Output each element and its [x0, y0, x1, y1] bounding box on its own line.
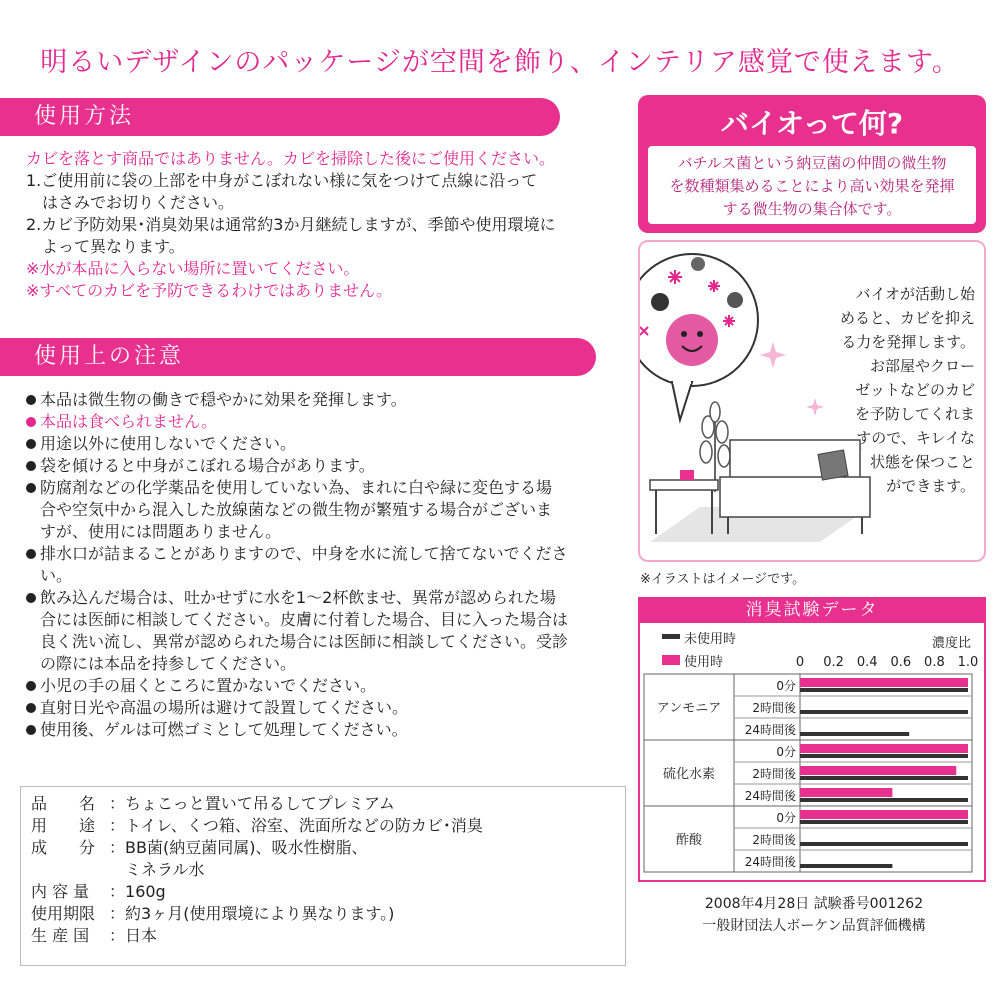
chart-title: 消臭試験データ: [638, 597, 986, 623]
illustration-note: ※イラストはイメージです。: [640, 572, 806, 587]
sparkle-2: [806, 398, 824, 416]
bubble-tail-mask: [673, 378, 691, 384]
bullet-icon: [26, 439, 36, 449]
bar-unused: [800, 864, 892, 868]
usage-line: ※水が本品に入らない場所に置いてください。: [26, 259, 360, 278]
tick-label: 0: [795, 655, 805, 670]
caution-line-text: 使用後、ゲルは可燃ゴミとして処理してください。: [40, 720, 408, 739]
headline: 明るいデザインのパッケージが空間を飾り、インテリア感覚で使えます。: [40, 47, 960, 78]
spec-key: 内 容 量: [31, 882, 90, 901]
bar-used: [800, 788, 892, 797]
caution-line: [26, 587, 568, 609]
mold-spore-3: [691, 257, 705, 271]
spec-separator: ：: [109, 904, 126, 923]
bar-unused: [800, 776, 968, 780]
bar-used: [800, 810, 968, 819]
bar-unused: [800, 710, 968, 714]
caution-line: [26, 653, 568, 675]
legend-swatch-unused: [662, 634, 680, 639]
caution-line: [26, 521, 568, 543]
bio-title: バイオって何?: [720, 107, 904, 140]
caution-line-text: 飲み込んだ場合は、吐かせずに水を1～2杯飲ませ、異常が認められた場: [40, 588, 556, 607]
caution-line: [26, 543, 568, 565]
caution-line: [26, 389, 568, 411]
bullet-icon: [26, 483, 36, 493]
caution-line-text: 袋を傾けると中身がこぼれる場合があります。: [40, 456, 375, 475]
chart-unit-label: 濃度比: [932, 636, 972, 651]
chart-footer-org: 一般財団法人ボーケン品質評価機構: [702, 918, 926, 934]
bar-unused: [800, 798, 968, 802]
caution-line-text: 合や空気中から混入した放線菌などの微生物が繁殖する場合がございま: [40, 500, 553, 519]
row-label: 2時間後: [752, 767, 796, 781]
speech-bubble-tail: [672, 382, 692, 420]
group-label: 硫化水素: [662, 767, 716, 782]
bar-unused: [800, 688, 968, 692]
bullet-icon: [26, 417, 36, 427]
illustration-line: る力を発揮します。: [841, 333, 975, 351]
mold-spore-1: [651, 293, 669, 311]
caution-line: [26, 411, 568, 433]
caution-line: [26, 719, 568, 741]
sparkle-1: [760, 342, 786, 368]
spec-separator: ：: [109, 794, 126, 813]
row-label: 24時間後: [744, 789, 796, 803]
deodorization-chart: [640, 650, 984, 878]
tick-label: 0.8: [924, 655, 945, 670]
product-spec-box: [20, 786, 626, 966]
spec-key: 生 産 国: [31, 926, 90, 945]
spec-key: 用 途: [31, 816, 96, 835]
caution-line-text: 良く洗い流し、異常が認められた場合には医師に相談してください。受診: [40, 632, 569, 651]
caution-line-text: 本品は食べられません。: [40, 412, 217, 431]
row-label: 0分: [776, 679, 796, 693]
row-label: 2時間後: [752, 701, 796, 715]
caution-line-text: すが、使用には問題ありません。: [40, 522, 281, 541]
spec-key: 成 分: [31, 838, 96, 857]
chart-footer-date: 2008年4月28日 試験番号001262: [704, 896, 924, 912]
row-label: 24時間後: [744, 855, 796, 869]
caution-line-text: 排水口が詰まることがありますので、中身を水に流して捨てないでくださ: [40, 544, 568, 563]
caution-line: [26, 433, 568, 455]
usage-line: はさみでお切りください。: [26, 193, 235, 212]
usage-line: よって異なります。: [26, 237, 185, 256]
caution-line: [26, 455, 568, 477]
character-eye-left: [681, 331, 687, 337]
spec-value: ミネラル水: [125, 860, 205, 879]
bar-unused: [800, 820, 968, 824]
spec-key: 品 名: [31, 794, 96, 813]
bullet-icon: [26, 703, 36, 713]
bullet-icon: [26, 681, 36, 691]
caution-line-text: 直射日光や高温の場所は避けて設置してください。: [40, 698, 409, 717]
caution-line-text: の際には本品を持参してください。: [40, 654, 297, 673]
spec-separator: ：: [109, 882, 126, 901]
bullet-icon: [26, 725, 36, 735]
spec-row: [31, 881, 615, 903]
spec-row: [31, 859, 615, 881]
tick-label: 0.2: [823, 655, 844, 670]
caution-title: 使用上の注意: [0, 338, 596, 376]
spec-value: 約3ヶ月(使用環境により異なります。): [125, 904, 395, 923]
caution-line-text: 防腐剤などの化学薬品を使用していない為、まれに白や緑に変色する場: [40, 478, 553, 497]
product-on-table: [680, 470, 694, 480]
group-label: アンモニア: [656, 701, 722, 716]
bio-line-3: する微生物の集合体です。: [722, 200, 902, 218]
spec-separator: [109, 860, 125, 879]
caution-line: [26, 609, 568, 631]
spec-value: BB菌(納豆菌同属)、吸水性樹脂、: [125, 838, 368, 857]
spec-row: [31, 837, 615, 859]
illustration-text: [830, 282, 975, 498]
spec-value: 160g: [125, 882, 166, 901]
bullet-icon: [26, 395, 36, 405]
spec-value: ちょこっと置いて吊るしてプレミアム: [125, 794, 395, 813]
usage-line: カビを落とす商品ではありません。カビを掃除した後にご使用ください。: [26, 149, 555, 168]
illustration-line: 状態を保つこと: [869, 453, 975, 471]
usage-line: 2.カビ予防効果･消臭効果は通常約3か月継続しますが、季節や使用環境に: [26, 215, 556, 234]
illustration-line: ゼットなどのカビ: [855, 381, 975, 399]
bullet-icon: [26, 461, 36, 471]
spec-separator: ：: [109, 838, 126, 857]
caution-line-text: い。: [40, 566, 73, 585]
legend-label-unused: 未使用時: [684, 632, 737, 647]
usage-title: 使用方法: [0, 98, 560, 136]
bio-line-2: を数種類集めることにより高い効果を発揮: [669, 177, 955, 195]
spec-row: [31, 793, 615, 815]
bar-used: [800, 678, 968, 687]
row-label: 2時間後: [752, 833, 796, 847]
character-eye-right: [697, 331, 703, 337]
spec-separator: ：: [109, 816, 126, 835]
caution-line: [26, 697, 568, 719]
caution-line: [26, 675, 568, 697]
legend-label-used: 使用時: [684, 655, 724, 670]
side-table-top: [650, 480, 718, 490]
tick-label: 0.6: [890, 655, 912, 670]
spec-key: 使用期限: [31, 904, 96, 923]
row-label: 0分: [776, 745, 796, 759]
bar-unused: [800, 842, 968, 846]
usage-line: 1.ご使用前に袋の上部を中身がこぼれない様に気をつけて点線に沿って: [26, 171, 538, 190]
bullet-icon: [26, 593, 36, 603]
caution-line: [26, 477, 568, 499]
usage-text: [26, 148, 555, 302]
bio-character: [666, 314, 718, 366]
caution-line-text: 本品は微生物の働きで穏やかに効果を発揮します。: [40, 390, 407, 409]
tick-label: 1.0: [957, 655, 979, 670]
bar-used: [800, 766, 956, 775]
illustration-line: バイオが活動し始: [855, 285, 975, 303]
group-label: 酢酸: [675, 833, 703, 848]
bullet-icon: [26, 549, 36, 559]
bar-unused: [800, 732, 909, 736]
tick-label: 0.4: [856, 655, 878, 670]
caution-text: [26, 389, 568, 741]
caution-line-text: 合には医師に相談してください。皮膚に付着した場合、目に入った場合は: [40, 610, 569, 629]
spec-row: [31, 903, 615, 925]
caution-line: [26, 499, 568, 521]
illustration-line: を予防してくれま: [854, 405, 975, 423]
spec-value: 日本: [125, 926, 158, 945]
illustration-line: めると、カビを抑え: [839, 309, 975, 327]
caution-line-text: 用途以外に使用しないでください。: [40, 434, 297, 453]
caution-line: [26, 631, 568, 653]
mold-spore-2: [727, 292, 743, 308]
row-label: 0分: [776, 811, 796, 825]
row-label: 24時間後: [744, 723, 796, 737]
spec-row: [31, 925, 615, 947]
illustration-line: ができます。: [886, 477, 975, 495]
spec-row: [31, 815, 615, 837]
bar-unused: [800, 754, 968, 758]
illustration-line: お部屋やクロー: [869, 357, 975, 375]
bio-line-1: バチルス菌という納豆菌の仲間の微生物: [677, 154, 947, 172]
caution-line-text: 小児の手の届くところに置かないでください。: [40, 676, 377, 695]
spec-value: トイレ、くつ箱、浴室、洗面所などの防カビ･消臭: [125, 816, 483, 835]
usage-line: ※すべてのカビを予防できるわけではありません。: [26, 281, 393, 300]
illustration-line: すので、キレイな: [856, 429, 975, 447]
spec-separator: ：: [109, 926, 126, 945]
bar-used: [800, 744, 968, 753]
caution-line: [26, 565, 568, 587]
